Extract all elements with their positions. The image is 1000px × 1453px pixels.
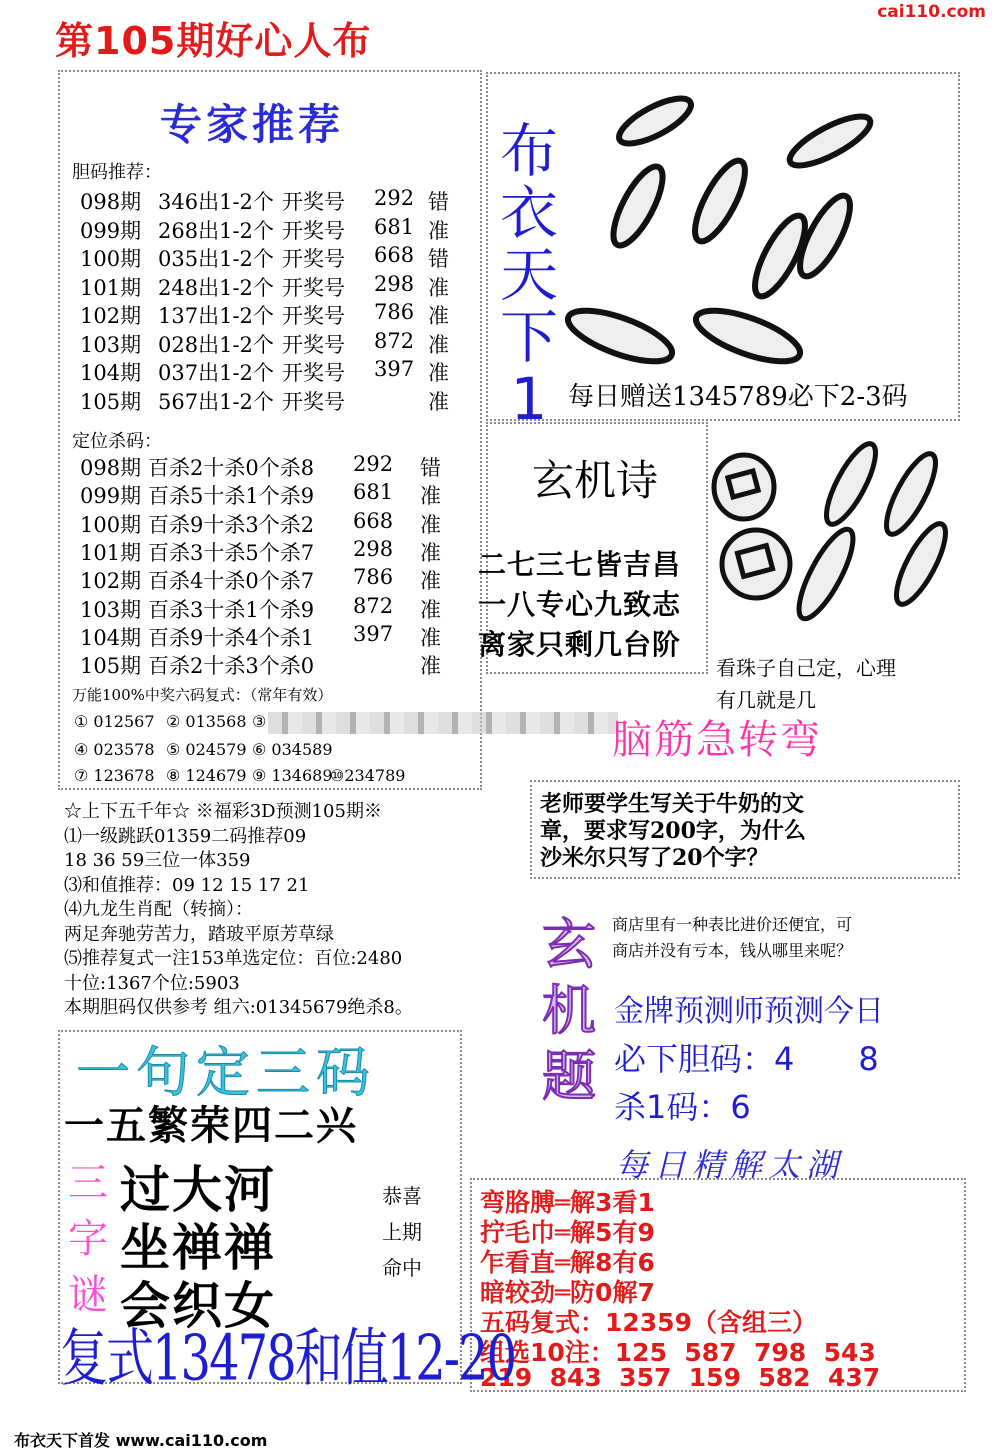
dan-draw-number: 668 (374, 243, 415, 267)
dan-draw-label: 开奖号 (282, 304, 345, 328)
combo-item: ⑥ 034589 (252, 740, 333, 759)
kill-period: 100期 (80, 512, 142, 537)
combo-item: ③ (252, 712, 267, 731)
title-char: 衣 (499, 179, 558, 247)
kill-result: 准 (420, 654, 441, 679)
dan-label: 胆码推荐： (72, 162, 162, 183)
dan-pick: 248出1-2个 (158, 275, 274, 300)
gold-line: 金牌预测师预测今日 (614, 994, 884, 1029)
taihu-title: 每日精解太湖 (616, 1146, 845, 1184)
three-char: 三 (68, 1160, 108, 1206)
taihu-line: 组选10注：125 587 798 543 (480, 1338, 876, 1367)
dan-result: 错 (428, 247, 449, 271)
dan-pick: 028出1-2个 (158, 332, 274, 357)
dan-row (80, 386, 470, 414)
dan-result: 准 (428, 304, 449, 328)
kill-result: 准 (420, 597, 441, 622)
combo-item: ⑧ 124679 (166, 766, 247, 785)
combo-item: ⑩234789 (330, 766, 406, 785)
history-line: ☆上下五千年☆ ※福彩3D预测105期※ (64, 801, 382, 822)
abacus-graphic (560, 76, 960, 396)
dan-period: 101期 (80, 275, 142, 300)
dan-draw-label: 开奖号 (282, 218, 345, 243)
kill-row (80, 622, 470, 650)
kill-result: 准 (420, 625, 441, 650)
kill-pick: 百杀5十杀1个杀9 (148, 484, 315, 509)
dan-draw-number: 292 (374, 186, 415, 210)
dan-period: 099期 (80, 218, 142, 243)
kill-pick: 百杀2十杀3个杀0 (148, 654, 315, 679)
kill-result: 错 (420, 456, 441, 480)
three-char-label (64, 1155, 112, 1323)
history-line: 18 36 59三位一体359 (64, 850, 251, 871)
riddle-char: 玄 (542, 913, 596, 976)
kill-draw-number: 681 (353, 480, 394, 505)
dan-pick: 346出1-2个 (158, 190, 274, 214)
dan-period: 104期 (80, 361, 142, 385)
gold-line: 杀1码：6 (614, 1088, 751, 1126)
dan-draw-label: 开奖号 (282, 389, 345, 414)
dan-pick: 137出1-2个 (158, 304, 274, 328)
kill-period: 099期 (80, 484, 142, 509)
kill-row (80, 537, 470, 565)
combo-item: ⑦ 123678 (74, 766, 155, 785)
riddle-word: 过大河 (120, 1161, 276, 1219)
kill-result: 准 (420, 569, 441, 594)
kill-draw-number: 298 (353, 536, 394, 561)
history-line: ⑸推荐复式一注153单选定位：百位:2480 (64, 948, 403, 969)
dan-draw-label: 开奖号 (282, 190, 345, 214)
fushi-line: 复式13478和值12-20 (60, 1322, 516, 1396)
dan-row (80, 215, 470, 243)
dan-period: 103期 (80, 332, 142, 357)
riddle-word: 会织女 (120, 1277, 276, 1335)
dan-pick: 035出1-2个 (158, 247, 274, 271)
coins-graphic (706, 414, 966, 654)
kill-row (80, 452, 470, 480)
kill-draw-number: 292 (353, 452, 394, 476)
kill-draw-number: 872 (353, 593, 394, 618)
history-line: 本期胆码仅供参考 组六:01345679绝杀8。 (64, 997, 413, 1018)
kill-pick: 百杀3十杀1个杀9 (148, 597, 315, 622)
combo-item: ④ 023578 (74, 740, 155, 759)
dan-draw-label: 开奖号 (282, 332, 345, 357)
taihu-line: 暗较劲═防0解7 (480, 1278, 655, 1307)
riddle-word: 坐禅禅 (120, 1219, 276, 1277)
kill-pick: 百杀3十杀5个杀7 (148, 540, 315, 565)
dan-result: 准 (428, 389, 449, 414)
riddle-char: 机 (542, 979, 596, 1042)
combo-item: ⑤ 024579 (166, 740, 247, 759)
kill-draw-number: 668 (353, 508, 394, 533)
kill-pick: 百杀4十杀0个杀7 (148, 569, 315, 594)
title-char: 下 (499, 303, 558, 371)
title-char: 1 (510, 365, 548, 433)
riddle-char: 题 (542, 1045, 596, 1108)
bead-line: 有几就是几 (716, 688, 816, 712)
taihu-line: 乍看直═解8有6 (480, 1248, 655, 1277)
taihu-line: 五码复式：12359（含组三） (480, 1308, 817, 1337)
six-code-label: 万能100%中奖六码复式：（常年有效） (72, 686, 333, 704)
brain-title: 脑筋急转弯 (612, 717, 822, 763)
kill-period: 105期 (80, 654, 142, 679)
kill-row (80, 509, 470, 537)
kill-period: 102期 (80, 569, 142, 594)
kill-row (80, 565, 470, 593)
dan-row (80, 243, 470, 271)
brain-line: 章，要求写200字，为什么 (540, 818, 806, 844)
riddle-line: 商店里有一种表比进价还便宜，可 (612, 915, 853, 934)
three-char: 字 (68, 1216, 108, 1262)
dan-period: 098期 (80, 190, 142, 214)
dan-row (80, 329, 470, 357)
gold-line: 必下胆码：4 8 (614, 1040, 879, 1078)
kill-row (80, 594, 470, 622)
brain-line: 老师要学生写关于牛奶的文 (540, 791, 805, 817)
history-line: ⑴一级跳跃01359二码推荐09 (64, 825, 307, 847)
dan-draw-label: 开奖号 (282, 361, 345, 385)
dan-draw-number: 397 (374, 357, 415, 381)
kill-period: 101期 (80, 540, 142, 565)
dan-row (80, 357, 470, 385)
dan-row (80, 300, 470, 328)
dan-draw-label: 开奖号 (282, 275, 345, 300)
kill-pick: 百杀2十杀0个杀8 (148, 456, 315, 480)
congrats-line: 恭喜 (382, 1184, 422, 1208)
kill-period: 098期 (80, 456, 142, 480)
kill-result: 准 (420, 512, 441, 537)
dan-result: 错 (428, 190, 449, 214)
kill-label: 定位杀码： (72, 431, 162, 452)
riddle-line: 商店并没有亏本，钱从哪里来呢？ (612, 941, 853, 960)
title-char: 布 (499, 117, 558, 185)
taihu-line: 219 843 357 159 582 437 (480, 1363, 881, 1392)
kill-result: 准 (420, 484, 441, 509)
kill-pick: 百杀9十杀4个杀1 (148, 625, 315, 650)
bu-yi-title (494, 117, 564, 433)
history-line: 十位:1367个位:5903 (64, 972, 240, 994)
dan-draw-number: 786 (374, 300, 415, 324)
kill-period: 104期 (80, 625, 142, 650)
dan-pick: 268出1-2个 (158, 218, 274, 243)
dan-result: 准 (428, 275, 449, 300)
dan-pick: 567出1-2个 (158, 389, 274, 414)
dan-draw-number: 298 (374, 271, 415, 296)
dan-draw-label: 开奖号 (282, 247, 345, 271)
poem-line: 离家只剩几台阶 (478, 628, 682, 661)
page-title: 第105期好心人布 (55, 19, 372, 63)
kill-draw-number: 786 (353, 565, 394, 590)
poem-line: 一八专心九致志 (478, 588, 682, 621)
dan-result: 准 (428, 361, 449, 385)
taihu-line: 拧毛巾═解5有9 (480, 1218, 655, 1247)
dan-draw-number: 872 (374, 328, 415, 353)
footer: 布衣天下首发 www.cai110.com (14, 1431, 268, 1450)
dan-period: 102期 (80, 304, 142, 328)
dan-row (80, 186, 470, 214)
history-line: ⑷九龙生肖配（转摘）： (64, 899, 253, 920)
dan-period: 105期 (80, 389, 142, 414)
dan-result: 准 (428, 332, 449, 357)
expert-title: 专家推荐 (160, 100, 345, 149)
dan-draw-number: 681 (374, 214, 415, 239)
combo-item: ② 013568 (166, 712, 247, 731)
history-line: 两足奔驰劳苦力，踏玻平原芳草绿 (64, 923, 334, 945)
poem-line: 二七三七皆吉昌 (478, 548, 682, 581)
riddle-title (534, 912, 604, 1110)
site-link[interactable]: cai110.com (877, 2, 986, 22)
combo-item: ⑨ 134689 (252, 766, 333, 785)
kill-row (80, 650, 470, 678)
phrase-text: 一五繁荣四二兴 (64, 1103, 358, 1149)
dan-period: 100期 (80, 247, 142, 271)
brain-line: 沙米尔只写了20个字？ (540, 845, 769, 871)
combo-item: ① 012567 (74, 712, 155, 731)
dan-row (80, 272, 470, 300)
kill-period: 103期 (80, 597, 142, 622)
kill-pick: 百杀9十杀3个杀2 (148, 512, 315, 537)
scribble-line (268, 712, 618, 734)
daily-gift: 每日赠送1345789必下2-3码 (568, 382, 908, 412)
kill-row (80, 480, 470, 508)
kill-result: 准 (420, 540, 441, 565)
three-char: 谜 (68, 1272, 108, 1318)
kill-draw-number: 397 (353, 621, 394, 646)
taihu-line: 弯胳膊═解3看1 (480, 1188, 655, 1217)
title-char: 天 (499, 241, 558, 309)
one-phrase-title: 一句定三码 (76, 1041, 376, 1104)
history-line: ⑶和值推荐：09 12 15 17 21 (64, 874, 310, 896)
dan-pick: 037出1-2个 (158, 361, 274, 385)
bead-line: 看珠子自己定，心理 (716, 656, 896, 680)
congrats-line: 上期 (382, 1220, 422, 1244)
poem-title: 玄机诗 (532, 456, 659, 505)
congrats-line: 命中 (382, 1256, 422, 1280)
dan-result: 准 (428, 218, 449, 243)
